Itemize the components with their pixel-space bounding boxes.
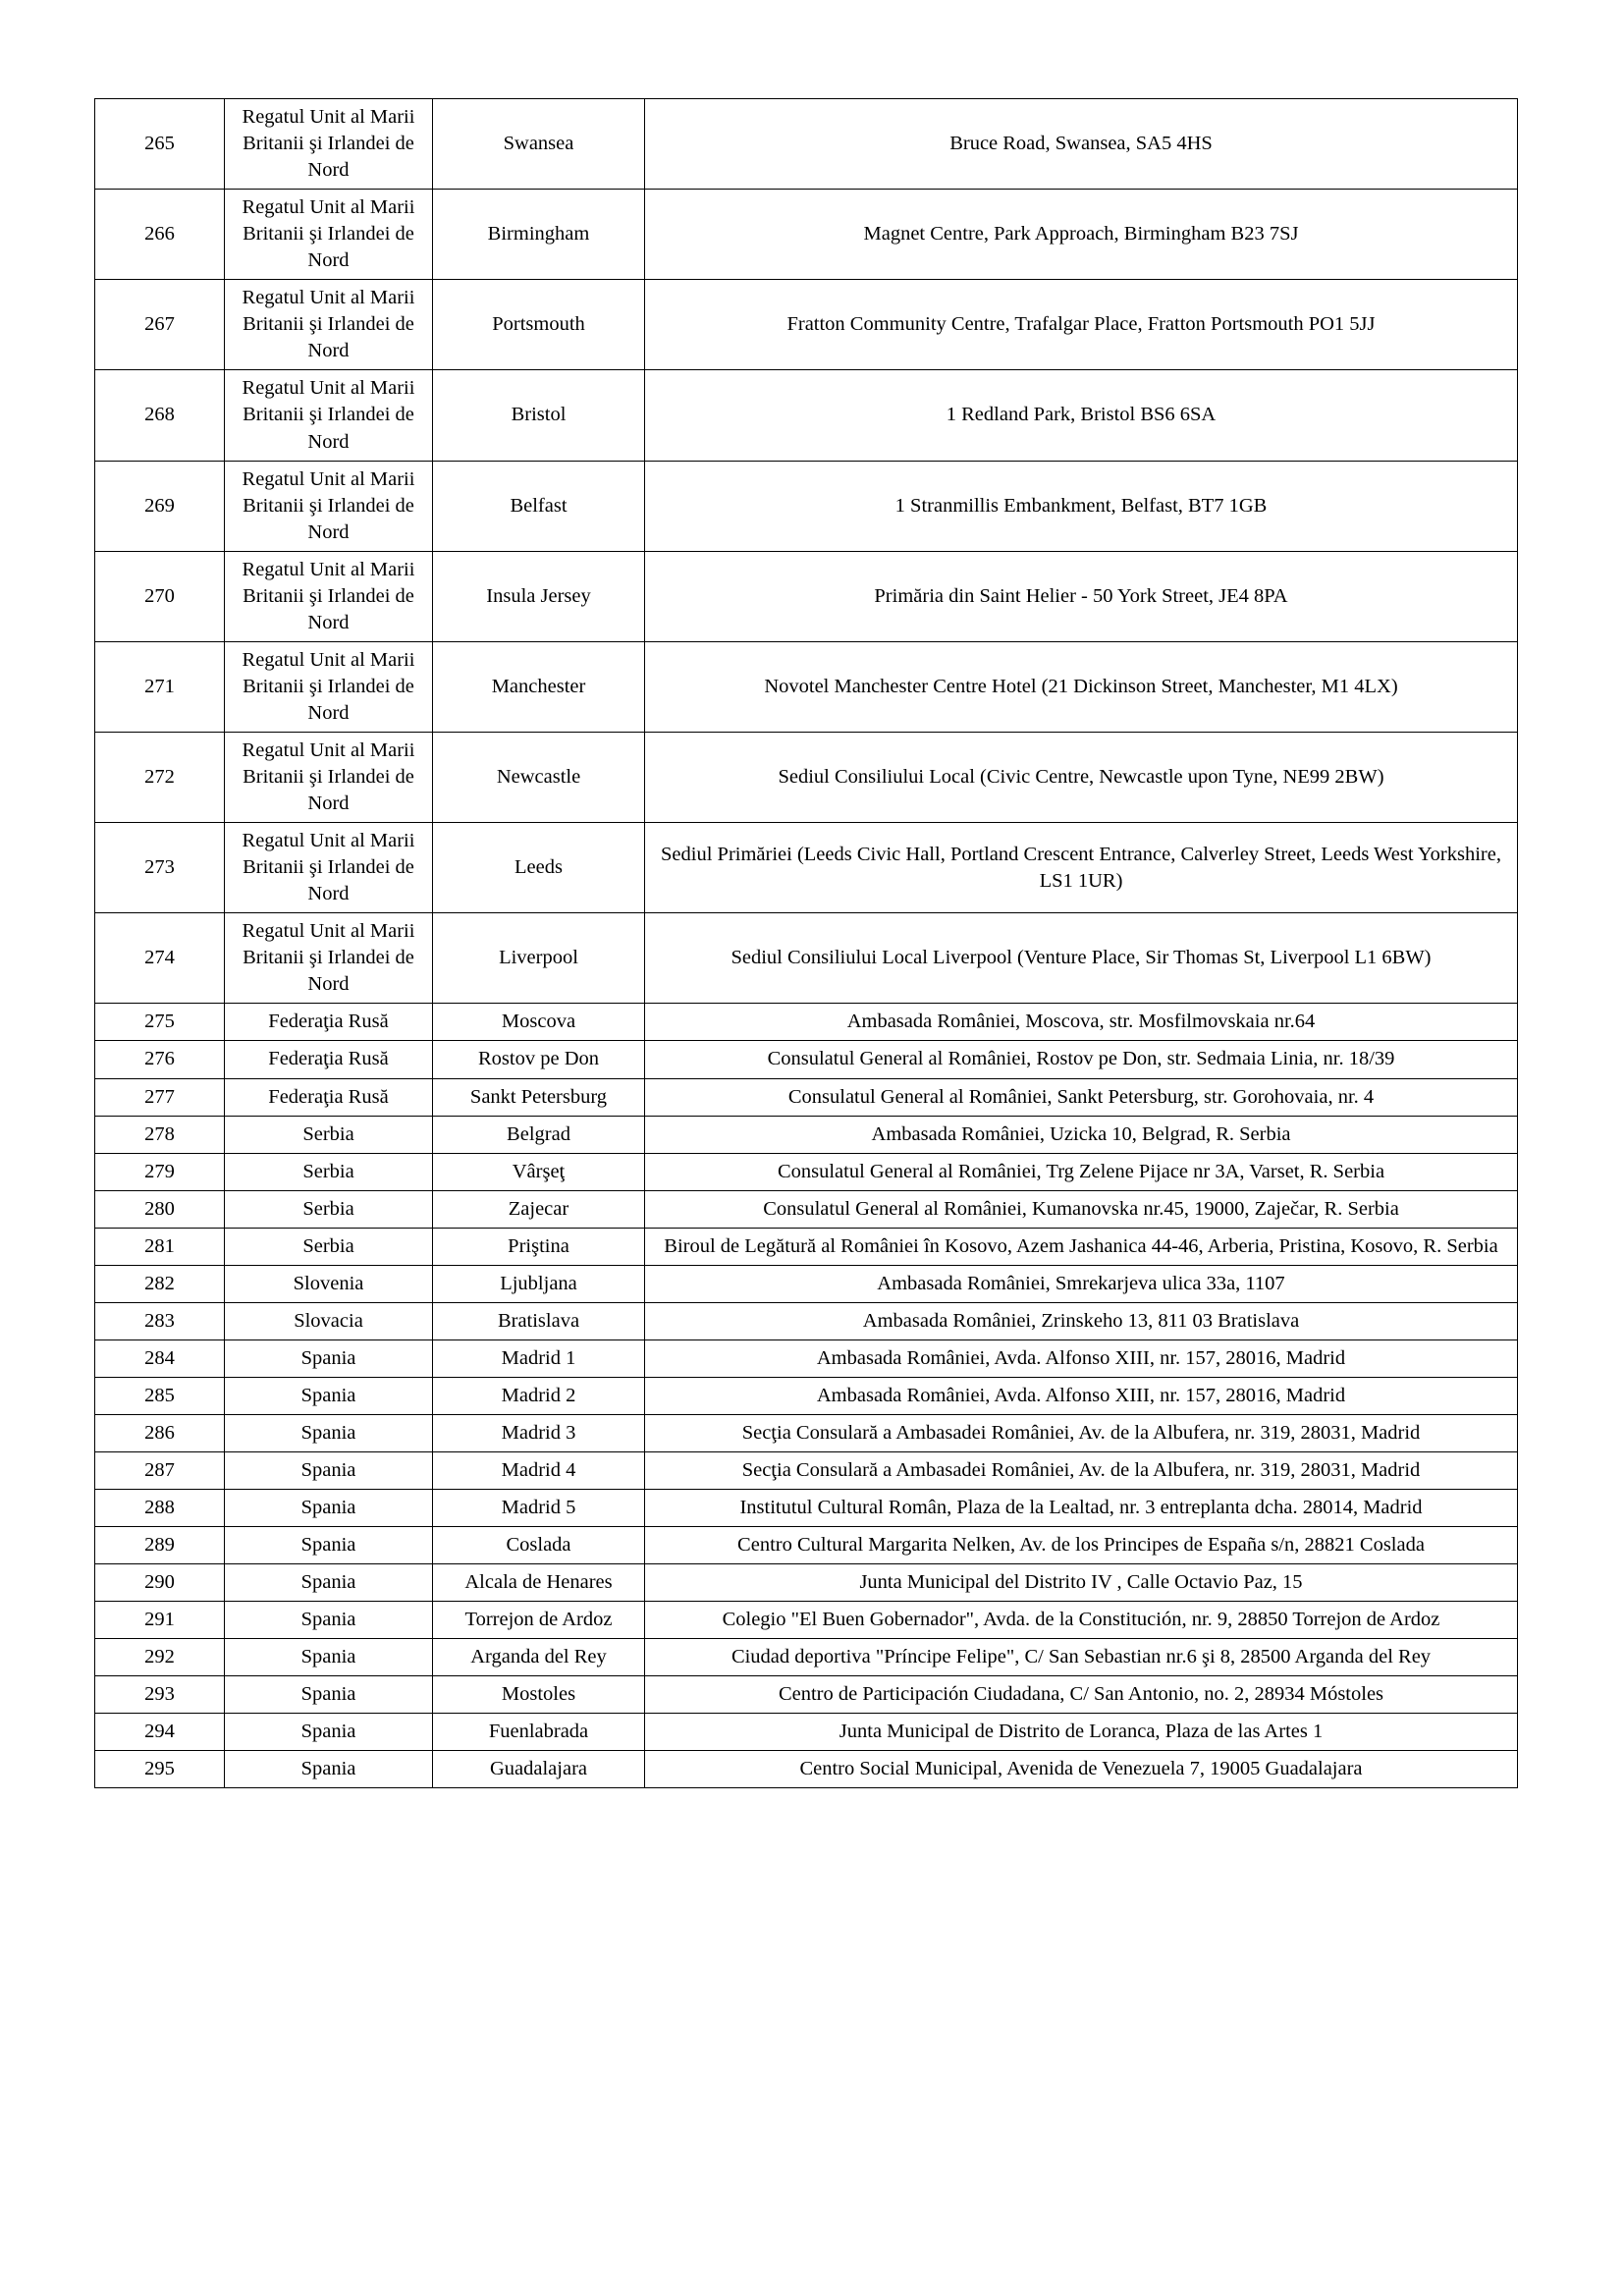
cell-country: Regatul Unit al Marii Britanii şi Irlandei de Nord: [225, 461, 433, 551]
cell-city: Fuenlabrada: [433, 1714, 645, 1751]
cell-city: Mostoles: [433, 1676, 645, 1714]
cell-country: Serbia: [225, 1190, 433, 1228]
cell-index: 268: [95, 370, 225, 461]
cell-city: Guadalajara: [433, 1751, 645, 1788]
cell-country: Spania: [225, 1676, 433, 1714]
table-row: [95, 1602, 1518, 1639]
cell-index: 286: [95, 1414, 225, 1451]
cell-address: Novotel Manchester Centre Hotel (21 Dickinson Street, Manchester, M1 4LX): [645, 641, 1518, 732]
cell-index: 285: [95, 1377, 225, 1414]
cell-address: Ambasada României, Moscova, str. Mosfilmovskaia nr.64: [645, 1004, 1518, 1041]
table-row: [95, 1564, 1518, 1602]
cell-country: Spania: [225, 1714, 433, 1751]
cell-city: Madrid 3: [433, 1414, 645, 1451]
table-row: [95, 1676, 1518, 1714]
cell-index: 270: [95, 551, 225, 641]
cell-index: 295: [95, 1751, 225, 1788]
cell-city: Portsmouth: [433, 280, 645, 370]
table-row: [95, 641, 1518, 732]
cell-address: Ambasada României, Avda. Alfonso XIII, nr. 157, 28016, Madrid: [645, 1339, 1518, 1377]
cell-address: Consulatul General al României, Kumanovska nr.45, 19000, Zaječar, R. Serbia: [645, 1190, 1518, 1228]
table-row: [95, 99, 1518, 190]
cell-index: 272: [95, 732, 225, 822]
cell-address: Consulatul General al României, Trg Zelene Pijace nr 3A, Varset, R. Serbia: [645, 1153, 1518, 1190]
cell-country: Spania: [225, 1639, 433, 1676]
cell-country: Spania: [225, 1564, 433, 1602]
cell-city: Arganda del Rey: [433, 1639, 645, 1676]
cell-country: Federaţia Rusă: [225, 1041, 433, 1078]
cell-country: Regatul Unit al Marii Britanii şi Irlandei de Nord: [225, 823, 433, 913]
table-row: [95, 1302, 1518, 1339]
cell-address: 1 Redland Park, Bristol BS6 6SA: [645, 370, 1518, 461]
cell-address: Junta Municipal del Distrito IV , Calle Octavio Paz, 15: [645, 1564, 1518, 1602]
cell-index: 278: [95, 1116, 225, 1153]
cell-city: Madrid 5: [433, 1490, 645, 1527]
cell-city: Liverpool: [433, 913, 645, 1004]
cell-address: Consulatul General al României, Sankt Petersburg, str. Gorohovaia, nr. 4: [645, 1078, 1518, 1116]
cell-index: 271: [95, 641, 225, 732]
table-row: [95, 1490, 1518, 1527]
cell-city: Bratislava: [433, 1302, 645, 1339]
cell-country: Federaţia Rusă: [225, 1004, 433, 1041]
cell-city: Priştina: [433, 1228, 645, 1265]
table-row: [95, 1414, 1518, 1451]
cell-country: Spania: [225, 1339, 433, 1377]
table-row: [95, 280, 1518, 370]
cell-address: Ambasada României, Uzicka 10, Belgrad, R. Serbia: [645, 1116, 1518, 1153]
cell-country: Regatul Unit al Marii Britanii şi Irlandei de Nord: [225, 370, 433, 461]
cell-city: Leeds: [433, 823, 645, 913]
cell-city: Bristol: [433, 370, 645, 461]
cell-index: 284: [95, 1339, 225, 1377]
cell-country: Spania: [225, 1602, 433, 1639]
cell-address: Ambasada României, Smrekarjeva ulica 33a, 1107: [645, 1265, 1518, 1302]
cell-city: Alcala de Henares: [433, 1564, 645, 1602]
cell-city: Newcastle: [433, 732, 645, 822]
cell-country: Regatul Unit al Marii Britanii şi Irlandei de Nord: [225, 641, 433, 732]
cell-index: 290: [95, 1564, 225, 1602]
table-row: [95, 1228, 1518, 1265]
table-row: [95, 732, 1518, 822]
cell-index: 282: [95, 1265, 225, 1302]
table-row: [95, 1004, 1518, 1041]
cell-index: 273: [95, 823, 225, 913]
cell-country: Spania: [225, 1751, 433, 1788]
cell-address: Sediul Primăriei (Leeds Civic Hall, Portland Crescent Entrance, Calverley Street, Leeds West Yorkshire, LS1 1UR): [645, 823, 1518, 913]
cell-index: 292: [95, 1639, 225, 1676]
table-row: [95, 1339, 1518, 1377]
cell-address: Ambasada României, Zrinskeho 13, 811 03 Bratislava: [645, 1302, 1518, 1339]
cell-country: Serbia: [225, 1116, 433, 1153]
cell-index: 287: [95, 1451, 225, 1489]
cell-index: 288: [95, 1490, 225, 1527]
cell-city: Swansea: [433, 99, 645, 190]
table-row: [95, 823, 1518, 913]
cell-country: Spania: [225, 1451, 433, 1489]
cell-country: Slovacia: [225, 1302, 433, 1339]
table-row: [95, 461, 1518, 551]
cell-city: Torrejon de Ardoz: [433, 1602, 645, 1639]
cell-address: Primăria din Saint Helier - 50 York Street, JE4 8PA: [645, 551, 1518, 641]
cell-country: Spania: [225, 1527, 433, 1564]
cell-country: Federaţia Rusă: [225, 1078, 433, 1116]
cell-country: Regatul Unit al Marii Britanii şi Irlandei de Nord: [225, 280, 433, 370]
table-row: [95, 1153, 1518, 1190]
cell-city: Madrid 2: [433, 1377, 645, 1414]
cell-country: Spania: [225, 1414, 433, 1451]
cell-address: Sediul Consiliului Local (Civic Centre, Newcastle upon Tyne, NE99 2BW): [645, 732, 1518, 822]
table-row: [95, 370, 1518, 461]
cell-index: 275: [95, 1004, 225, 1041]
cell-address: Fratton Community Centre, Trafalgar Place, Fratton Portsmouth PO1 5JJ: [645, 280, 1518, 370]
cell-address: Centro Social Municipal, Avenida de Venezuela 7, 19005 Guadalajara: [645, 1751, 1518, 1788]
table-row: [95, 1451, 1518, 1489]
cell-country: Serbia: [225, 1153, 433, 1190]
table-row: [95, 1639, 1518, 1676]
table-row: [95, 1714, 1518, 1751]
cell-city: Moscova: [433, 1004, 645, 1041]
cell-address: Consulatul General al României, Rostov pe Don, str. Sedmaia Linia, nr. 18/39: [645, 1041, 1518, 1078]
cell-address: Secţia Consulară a Ambasadei României, Av. de la Albufera, nr. 319, 28031, Madrid: [645, 1414, 1518, 1451]
cell-country: Regatul Unit al Marii Britanii şi Irlandei de Nord: [225, 732, 433, 822]
cell-city: Ljubljana: [433, 1265, 645, 1302]
cell-index: 289: [95, 1527, 225, 1564]
table-row: [95, 1116, 1518, 1153]
table-row: [95, 913, 1518, 1004]
polling-stations-table: [94, 98, 1518, 1788]
table-row: [95, 1527, 1518, 1564]
cell-index: 279: [95, 1153, 225, 1190]
cell-country: Serbia: [225, 1228, 433, 1265]
table-row: [95, 1078, 1518, 1116]
cell-index: 266: [95, 190, 225, 280]
table-row: [95, 1041, 1518, 1078]
cell-address: Colegio "El Buen Gobernador", Avda. de la Constitución, nr. 9, 28850 Torrejon de Ardoz: [645, 1602, 1518, 1639]
cell-city: Manchester: [433, 641, 645, 732]
table-row: [95, 551, 1518, 641]
cell-city: Madrid 1: [433, 1339, 645, 1377]
cell-city: Birmingham: [433, 190, 645, 280]
cell-city: Belfast: [433, 461, 645, 551]
cell-address: Centro de Participación Ciudadana, C/ San Antonio, no. 2, 28934 Móstoles: [645, 1676, 1518, 1714]
cell-index: 274: [95, 913, 225, 1004]
table-row: [95, 1377, 1518, 1414]
cell-index: 267: [95, 280, 225, 370]
cell-address: Biroul de Legătură al României în Kosovo, Azem Jashanica 44-46, Arberia, Pristina, Kosovo, R. Serbia: [645, 1228, 1518, 1265]
cell-index: 281: [95, 1228, 225, 1265]
cell-address: Sediul Consiliului Local Liverpool (Venture Place, Sir Thomas St, Liverpool L1 6BW): [645, 913, 1518, 1004]
cell-city: Vârşeţ: [433, 1153, 645, 1190]
cell-city: Sankt Petersburg: [433, 1078, 645, 1116]
cell-country: Regatul Unit al Marii Britanii şi Irlandei de Nord: [225, 190, 433, 280]
cell-city: Coslada: [433, 1527, 645, 1564]
cell-index: 265: [95, 99, 225, 190]
table-row: [95, 1190, 1518, 1228]
cell-country: Slovenia: [225, 1265, 433, 1302]
cell-country: Regatul Unit al Marii Britanii şi Irlandei de Nord: [225, 551, 433, 641]
cell-address: Secţia Consulară a Ambasadei României, Av. de la Albufera, nr. 319, 28031, Madrid: [645, 1451, 1518, 1489]
table-body: [95, 99, 1518, 1788]
cell-city: Zajecar: [433, 1190, 645, 1228]
cell-index: 294: [95, 1714, 225, 1751]
cell-address: Centro Cultural Margarita Nelken, Av. de los Principes de España s/n, 28821 Coslada: [645, 1527, 1518, 1564]
cell-index: 291: [95, 1602, 225, 1639]
cell-country: Spania: [225, 1377, 433, 1414]
table-row: [95, 1265, 1518, 1302]
cell-city: Belgrad: [433, 1116, 645, 1153]
cell-country: Regatul Unit al Marii Britanii şi Irlandei de Nord: [225, 99, 433, 190]
cell-index: 276: [95, 1041, 225, 1078]
cell-address: Magnet Centre, Park Approach, Birmingham B23 7SJ: [645, 190, 1518, 280]
cell-address: Junta Municipal de Distrito de Loranca, Plaza de las Artes 1: [645, 1714, 1518, 1751]
cell-index: 269: [95, 461, 225, 551]
cell-address: Institutul Cultural Român, Plaza de la Lealtad, nr. 3 entreplanta dcha. 28014, Madrid: [645, 1490, 1518, 1527]
cell-country: Regatul Unit al Marii Britanii şi Irlandei de Nord: [225, 913, 433, 1004]
cell-city: Rostov pe Don: [433, 1041, 645, 1078]
cell-city: Madrid 4: [433, 1451, 645, 1489]
table-row: [95, 190, 1518, 280]
cell-index: 277: [95, 1078, 225, 1116]
table-row: [95, 1751, 1518, 1788]
cell-index: 283: [95, 1302, 225, 1339]
cell-index: 280: [95, 1190, 225, 1228]
cell-index: 293: [95, 1676, 225, 1714]
cell-address: Ambasada României, Avda. Alfonso XIII, nr. 157, 28016, Madrid: [645, 1377, 1518, 1414]
cell-address: Ciudad deportiva "Príncipe Felipe", C/ San Sebastian nr.6 şi 8, 28500 Arganda del Rey: [645, 1639, 1518, 1676]
cell-city: Insula Jersey: [433, 551, 645, 641]
cell-country: Spania: [225, 1490, 433, 1527]
cell-address: Bruce Road, Swansea, SA5 4HS: [645, 99, 1518, 190]
cell-address: 1 Stranmillis Embankment, Belfast, BT7 1GB: [645, 461, 1518, 551]
